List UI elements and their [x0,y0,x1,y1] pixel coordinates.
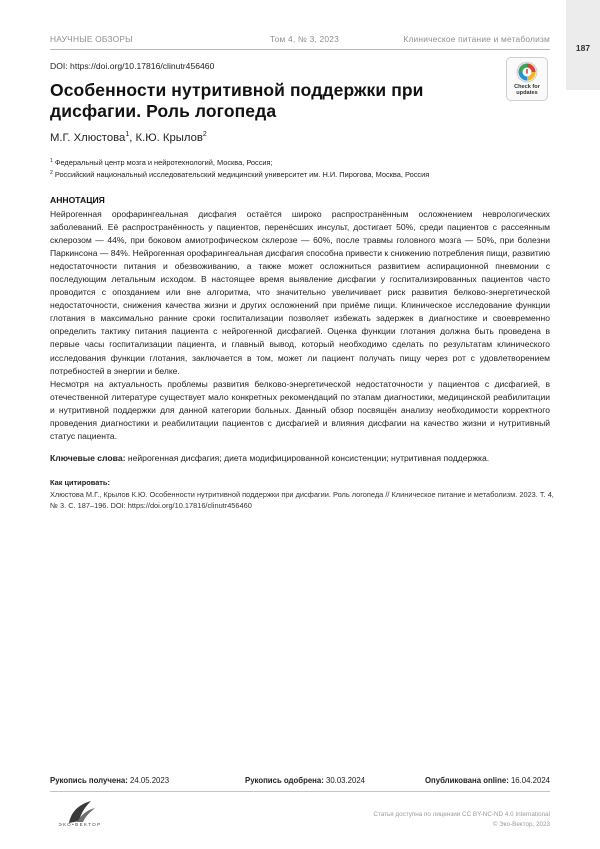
keywords-text: нейрогенная дисфагия; диета модифицированной консистенции; нутритивная поддержка. [125,453,490,463]
page-number: 187 [575,43,591,53]
article-title: Особенности нутритивной поддержки при дисфагии. Роль логопеда [50,80,424,121]
license-notice [373,810,550,829]
date-published [425,776,550,785]
license-text[interactable]: Статья доступна по лицензии CC BY-NC-ND 4.0 International [373,811,550,818]
doi-link[interactable]: DOI: https://doi.org/10.17816/clinutr456460 [50,61,215,71]
check-for-updates-label [507,84,547,96]
author-affiliation-mark: 1 [125,131,130,138]
copyright-text: © Эко-Вектор, 2023 [492,820,550,828]
manuscript-dates [50,776,550,788]
footer-rule [50,791,550,792]
date-published-value: 16.04.2024 [508,776,550,785]
date-received-label: Рукопись получена: [50,776,128,785]
affiliation-mark: 2 [50,170,53,176]
citation-text: Хлюстова М.Г., Крылов К.Ю. Особенности нутритивной поддержки при дисфагии. Роль логопеда // Клиническое питание и метаболизм. 2023. Т. 4, № 3. С. 187–196. DOI: https://doi.org/10.17816/clinutr456460 [50,490,554,511]
abstract-heading: АННОТАЦИЯ [50,195,105,205]
keywords [50,453,550,463]
author-affiliation-mark: 2 [202,131,207,138]
running-head [50,34,550,48]
check-badge-line2: updates [516,90,538,97]
date-approved-value: 30.03.2024 [323,776,366,785]
author-list [50,132,207,144]
date-published-label: Опубликована online: [424,776,509,785]
author-name: М.Г. Хлюстова [50,132,126,144]
date-approved [245,776,365,785]
date-approved-label: Рукопись одобрена: [245,776,324,785]
affiliation-text: Федеральный центр мозга и нейротехнологий, Москва, Россия; [54,158,273,167]
citation-heading: Как цитировать: [50,478,110,487]
check-for-updates-badge[interactable] [506,57,548,101]
affiliation-mark: 1 [50,158,53,164]
date-received [50,776,169,785]
check-badge-line1: Check for [514,84,540,90]
affiliation-text: Российский национальный исследовательский медицинский университет им. Н.И. Пирогова, Москва, Россия [54,170,430,179]
abstract-body [50,208,550,444]
journal-section: НАУЧНЫЕ ОБЗОРЫ [50,34,133,44]
page-number-tab [566,0,600,90]
publisher-name: ЭКО•ВЕКТОР [58,822,102,827]
keywords-label: Ключевые слова: [50,453,126,463]
abstract-paragraph: Нейрогенная орофарингеальная дисфагия остаётся широко распространённым осложнением неврологических заболеваний. Её распространённость у пациентов, перенёсших инсульт, достигает 50%, среди пациентов с рассеянным склерозом — 44%, при боковом амиотрофическом склерозе — 60%, после травмы головного мозга — 50%, при болезни Паркинсона — 84%. Нейрогенная орофарингеальная дисфагия способна привести к снижению потребления пищи, развитию недостаточности питания и обезвоживанию, а также может осложниться развитием аспирационной пневмонии с последующим летальным исходом. В настоящее время выявление дисфагии у госпитализированных пациентов часто проводится с опозданием или вне алгоритма, что значительно увеличивает риск развития белково-энергетической недостаточности, снижения качества жизни и других осложнений при приёме пищи. Клиническое исследование функции глотания в максимально ранние сроки госпитализации позволяет избежать задержек в диагностике и своевременно определить тактику питания пациента с нейрогенной дисфагией. Оценка функции глотания должна быть проведена в первые часы госпитализации пациента, и главный вывод, который необходимо сделать по результатам клинического исследования функции глотания, заключается в том, может ли пациент получать пищу через рот с удовлетворением потребностей в энергии и белке. [50,208,550,376]
date-received-value: 24.05.2023 [127,776,170,785]
issue-info: Том 4, № 3, 2023 [270,34,339,44]
author-separator: , [129,132,136,144]
journal-name: Клиническое питание и метаболизм [403,34,550,44]
header-rule [50,49,550,50]
affiliation [50,158,273,167]
abstract-paragraph: Несмотря на актуальность проблемы развития белково-энергетической недостаточности у пациентов с дисфагией, в отечественной литературе существует мало конкретных рекомендаций по этапам диагностики, медицинской реабилитации и нутритивной поддержки для данной категории больных. Данный обзор посвящён анализу необходимости корректного проведения диагностики и реабилитации пациентов с дисфагией и влияния дисфагии на качество жизни и нутритивный статус пациента. [50,378,550,442]
affiliation [50,170,429,179]
author-name: К.Ю. Крылов [135,132,203,144]
check-for-updates-icon [516,61,538,83]
